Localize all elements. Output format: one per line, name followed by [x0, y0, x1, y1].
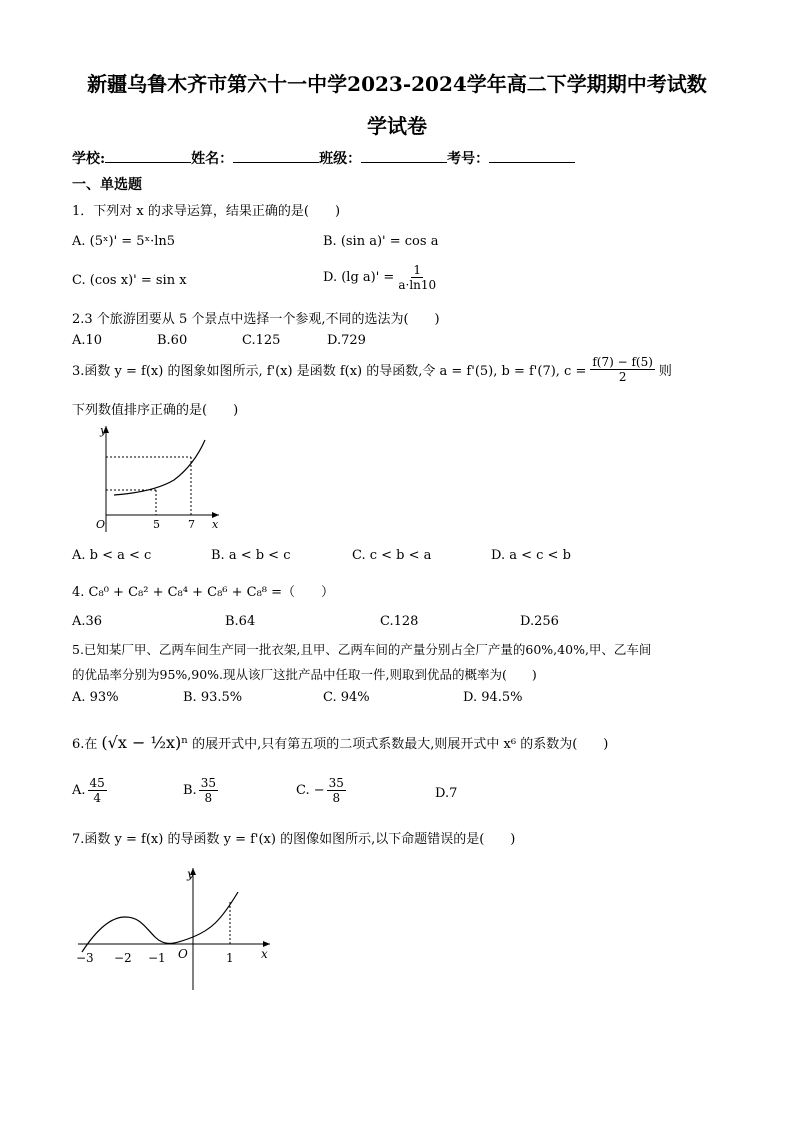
- q2-option-a: A.10: [72, 333, 103, 348]
- q7-curve: [82, 892, 238, 952]
- q1-option-d-prefix: D. (lg a)' =: [323, 270, 395, 285]
- q3-tick-7: 7: [188, 518, 195, 531]
- q5-option-d: D. 94.5%: [463, 690, 523, 705]
- q6-stem-b: 的展开式中,只有第五项的二项式系数最大,则展开式中 x⁶ 的系数为( ): [192, 737, 609, 752]
- q3-stem-b: 则: [658, 364, 672, 379]
- q3-frac-denominator: 2: [618, 370, 627, 384]
- q6-a-fraction: [88, 776, 107, 805]
- q6-b-label: B.: [183, 783, 197, 798]
- q6-c-den: 8: [332, 791, 341, 805]
- q7-tick-neg3: −3: [76, 951, 94, 965]
- q6-c-num: 35: [328, 776, 344, 790]
- school-label: 学校:: [72, 151, 106, 167]
- q6-a-num: 45: [89, 776, 105, 790]
- q6-option-c: [296, 776, 346, 805]
- q1-d-numerator: 1: [413, 263, 422, 277]
- q6-c-label: C. −: [296, 783, 325, 798]
- q1-option-d-fraction: [398, 263, 436, 292]
- q4-stem: 4. C₈⁰ + C₈² + C₈⁴ + C₈⁶ + C₈⁸ =（ ）: [72, 585, 335, 600]
- q4-option-a: A.36: [72, 614, 103, 629]
- q5-stem-line1: 5.已知某厂甲、乙两车间生产同一批衣架,且甲、乙两车间的产量分别占全厂产量的60%,40%,甲、乙车间: [72, 642, 652, 657]
- q3-graph: [84, 420, 224, 540]
- q2-option-c: C.125: [242, 333, 281, 348]
- q6-a-label: A.: [72, 783, 86, 798]
- q3-tick-5: 5: [153, 518, 160, 531]
- q7-x-label: x: [261, 947, 268, 961]
- q3-option-a: A. b < a < c: [72, 548, 152, 563]
- q3-option-d: D. a < c < b: [491, 548, 571, 563]
- exam-title-line2: 学试卷: [367, 114, 427, 138]
- q7-tick-neg1: −1: [148, 951, 166, 965]
- q7-tick-neg2: −2: [114, 951, 132, 965]
- q6-expression: (√x − ½x)ⁿ: [101, 733, 189, 752]
- q3-origin-label: O: [96, 518, 106, 531]
- q5-option-b: B. 93.5%: [183, 690, 243, 705]
- class-label: 班级：: [319, 151, 362, 167]
- exam-title-line1: 新疆乌鲁木齐市第六十一中学2023-2024学年高二下学期期中考试数: [87, 72, 707, 96]
- q2-stem: 2.3 个旅游团要从 5 个景点中选择一个参观,不同的选法为( ): [72, 312, 440, 327]
- q6-option-d: D.7: [435, 786, 458, 801]
- q3-fraction: [590, 355, 655, 384]
- q6-option-a: [72, 776, 107, 805]
- q7-graph: [70, 862, 280, 992]
- q1-option-b: B. (sin a)' = cos a: [323, 234, 439, 249]
- q6-b-den: 8: [204, 791, 213, 805]
- q5-option-c: C. 94%: [323, 690, 370, 705]
- q5-option-a: A. 93%: [72, 690, 119, 705]
- q7-tick-1: 1: [226, 951, 234, 965]
- name-blank: [233, 148, 319, 163]
- q3-frac-numerator: f(7) − f(5): [592, 355, 653, 369]
- exam-no-blank: [489, 148, 575, 163]
- q6-option-b: [183, 776, 218, 805]
- q1-stem: 1．下列对 x 的求导运算，结果正确的是( ): [72, 204, 341, 219]
- class-blank: [361, 148, 447, 163]
- q1-d-denominator: a·ln10: [398, 278, 437, 292]
- q4-option-d: D.256: [520, 614, 559, 629]
- q2-option-d: D.729: [327, 333, 366, 348]
- section-heading: 一、单选题: [72, 177, 142, 193]
- q3-stem-a: 3.函数 y = f(x) 的图象如图所示, f'(x) 是函数 f(x) 的导函数,令 a = f'(5), b = f'(7), c =: [72, 364, 587, 379]
- exam-no-label: 考号：: [447, 151, 490, 167]
- q6-b-num: 35: [200, 776, 216, 790]
- q2-option-b: B.60: [157, 333, 188, 348]
- q1-option-a: A. (5ˣ)' = 5ˣ·ln5: [72, 234, 176, 249]
- q6-c-fraction: [327, 776, 346, 805]
- q6-stem: [72, 733, 608, 752]
- q4-option-c: C.128: [380, 614, 419, 629]
- q6-b-fraction: [199, 776, 218, 805]
- q3-option-c: C. c < b < a: [352, 548, 432, 563]
- q1-option-c: C. (cos x)' = sin x: [72, 273, 187, 288]
- school-blank: [105, 148, 191, 163]
- q7-origin-label: O: [178, 947, 188, 961]
- q4-option-b: B.64: [225, 614, 256, 629]
- q3-stem-line2: 下列数值排序正确的是( ): [72, 403, 239, 418]
- q3-x-label: x: [212, 518, 219, 531]
- q3-stem-line1: [72, 355, 672, 384]
- q6-stem-a: 6.在: [72, 737, 98, 752]
- q6-a-den: 4: [93, 791, 101, 805]
- q3-y-label: y: [100, 424, 107, 437]
- student-info-row: [72, 148, 575, 168]
- q7-y-label: y: [187, 867, 194, 881]
- name-label: 姓名：: [191, 151, 234, 167]
- q3-option-b: B. a < b < c: [211, 548, 291, 563]
- q7-stem: 7.函数 y = f(x) 的导函数 y = f'(x) 的图像如图所示,以下命题错误的是( ): [72, 832, 516, 847]
- q5-stem-line2: 的优品率分别为95%,90%.现从该厂这批产品中任取一件,则取到优品的概率为( ): [72, 667, 537, 682]
- q1-option-d: [323, 263, 436, 292]
